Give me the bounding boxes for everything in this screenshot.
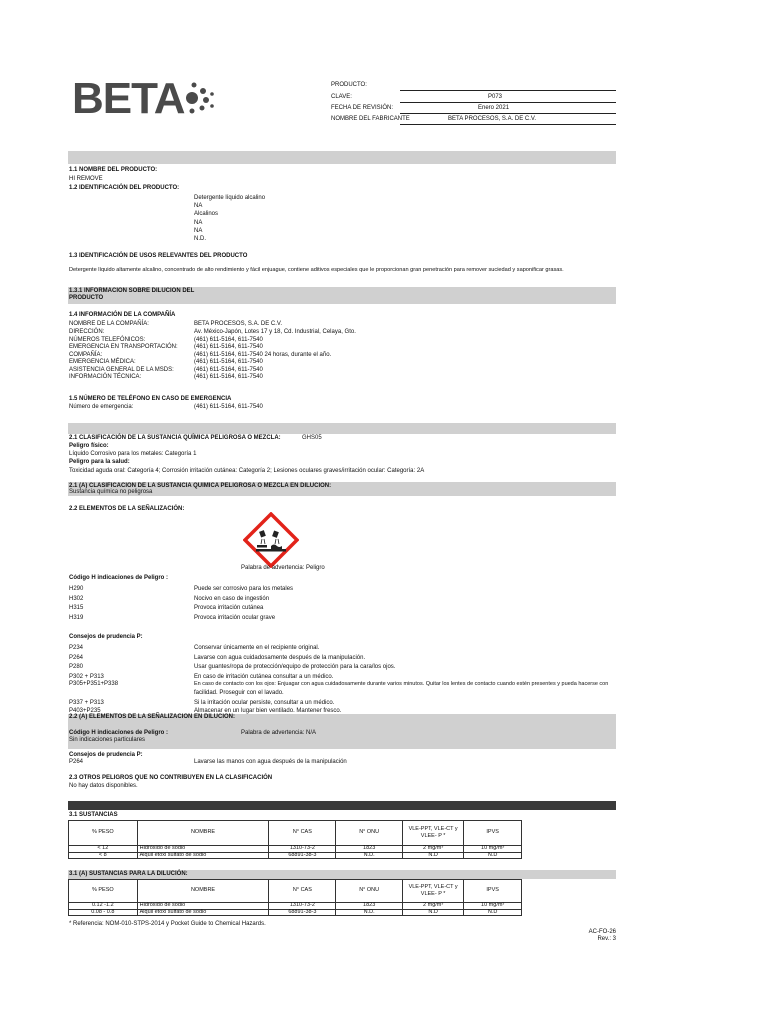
section-1-bar [68, 151, 616, 164]
h14: 1.4 INFORMACIÓN DE LA COMPAÑÍA [69, 312, 176, 318]
section-3-bar [68, 801, 616, 810]
p-text: Si la irritación ocular persiste, consultar a un médico. [194, 700, 335, 706]
company-label: EMERGENCIA MÉDICA: [69, 359, 136, 365]
col-header: N° ONU [336, 880, 403, 903]
company-value: (461) 611-5164, 611-7540 [194, 374, 263, 380]
logo-dots-icon [176, 80, 216, 116]
form-code: AC-FO-26 [588, 929, 616, 935]
ident-4: NA [194, 228, 203, 234]
p-code: P337 + P313 [69, 700, 104, 706]
h15: 1.5 NÚMERO DE TELÉFONO EN CASO DE EMERGENCIA [69, 396, 232, 402]
company-value: (461) 611-5164, 611-7540 24 horas, durante el año. [194, 351, 332, 358]
h12: 1.2 IDENTIFICACIÓN DEL PRODUCTO: [69, 185, 180, 191]
cell: 68891-38-3 [269, 909, 336, 916]
ident-1: NA [194, 203, 203, 209]
ident-2: Alcalinos [194, 211, 219, 217]
h-code: H319 [69, 614, 84, 621]
company-label: COMPAÑÍA: [69, 351, 103, 358]
h23: 2.3 OTROS PELIGROS QUE NO CONTRIBUYEN EN LA CLASIFICACIÓN [69, 775, 273, 781]
p264-code: P264 [69, 759, 84, 765]
col-header: N° CAS [269, 821, 336, 846]
h-text: Provoca irritación ocular grave [194, 614, 276, 621]
p-code: P403+P235 [69, 707, 101, 714]
revision: Rev.: 3 [597, 936, 616, 942]
h-text: Provoca irritación cutánea [194, 605, 264, 611]
cell: 1823 [336, 846, 403, 853]
label-clave: CLAVE: [331, 94, 352, 100]
h13: 1.3 IDENTIFICACIÓN DE USOS RELEVANTES DEL PRODUCTO [69, 253, 248, 259]
clave-value: P073 [488, 94, 503, 100]
company-logo: BETA [72, 74, 185, 123]
codigo-h: Código H indicaciones de Peligro : [69, 575, 169, 581]
fabricante-value: BETA PROCESOS, S.A. DE C.V. [448, 116, 537, 122]
sin-indicaciones: Sin indicaciones particulares [69, 737, 146, 743]
label-fabricante: NOMBRE DEL FABRICANTE [331, 116, 410, 122]
p-text: facilidad. Proseguir con el lavado. [194, 690, 284, 696]
company-value: (461) 611-5164, 611-7540 [194, 366, 263, 373]
col-header: % PESO [69, 821, 138, 846]
h31: 3.1 SUSTANCIAS [69, 812, 118, 818]
cell: Alquil etoxi sulfato de sodio [137, 852, 269, 859]
peligro-salud: Peligro para la salud: [69, 459, 130, 465]
cell: < 8 [69, 852, 138, 859]
h131b: PRODUCTO [69, 295, 104, 301]
company-value: BETA PROCESOS, S.A. DE C.V. [194, 321, 283, 327]
cell: 2 mg/m³ [402, 846, 463, 853]
p-code: P302 + P313 [69, 673, 104, 680]
p-text: En caso de irritación cutánea consultar a un médico. [194, 673, 334, 680]
h-text: Puede ser corrosivo para los metales [194, 586, 294, 592]
p-code: P305+P351+P338 [69, 681, 119, 687]
uses-text: Detergente líquido altamente alcalino, concentrado de alto rendimiento y fácil enjuague, contiene aditivos especiales que le proporcionan gran penetración para remover suciedad y saponificar grasas. [69, 267, 564, 273]
substances-table [68, 820, 522, 859]
company-value: (461) 611-5164, 611-7540 [194, 359, 263, 365]
cell: N.D [402, 909, 463, 916]
h-code: H315 [69, 605, 84, 611]
cell: 1823 [336, 903, 403, 910]
company-value: (461) 611-5164, 611-7540 [194, 344, 263, 350]
table-row [69, 909, 522, 916]
cell: 68891-38-3 [269, 852, 336, 859]
codigo-h2: Código H indicaciones de Peligro : [69, 730, 169, 736]
company-label: EMERGENCIA EN TRANSPORTACIÓN: [69, 344, 178, 350]
col-header: N° ONU [336, 821, 403, 846]
palabra2: Palabra de advertencia: N/A [241, 730, 317, 736]
cell: 10 mg/m³ [464, 846, 522, 853]
h22a: 2.2 (A) ELEMENTOS DE LA SEÑALIZACION EN DILUCION: [69, 714, 236, 720]
p-text: En caso de contacto con los ojos: Enjuagar con agua cuidadosamente durante varios minutos. Quitar los lentes de contacto cuando estén presentes y pueda hacerse con [194, 681, 609, 687]
cell: Hidróxido de sodio [137, 903, 269, 910]
col-header: VLE-PPT, VLE-CT y VLEE- P * [402, 880, 463, 903]
table-row [69, 852, 522, 859]
fisico-text: Líquido Corrosivo para los metales: Categoría 1 [69, 451, 197, 457]
h21: 2.1 CLASIFICACIÓN DE LA SUSTANCIA QUÍMICA PELIGROSA O MEZCLA: [69, 435, 281, 441]
cell: N.D. [336, 852, 403, 859]
col-header: NOMBRE [137, 880, 269, 903]
company-label: DIRECCIÓN: [69, 329, 105, 335]
p264-text: Lavarse las manos con agua después de la manipulación [194, 759, 347, 765]
col-header: NOMBRE [137, 821, 269, 846]
salud-text: Toxicidad aguda oral: Categoría 4; Corrosión irritación cutánea: Categoría 2; Lesiones oculares graves/irritación ocular: Categoría: 2A [69, 468, 425, 474]
h23-text: No hay datos disponibles. [69, 783, 138, 789]
p-text: Almacenar en un lugar bien ventilado. Mantener fresco. [194, 707, 342, 714]
h21a-text: Sustancia química no peligrosa [69, 489, 153, 495]
h11: 1.1 NOMBRE DEL PRODUCTO: [69, 167, 158, 173]
cell: Hidróxido de sodio [137, 846, 269, 853]
corrosive-pictogram-icon [243, 512, 299, 568]
cell: 10 mg/m³ [464, 903, 522, 910]
cell: N.D. [336, 909, 403, 916]
ghs-code: GHS05 [302, 435, 322, 441]
h131a: 1.3.1 INFORMACION SOBRE DILUCION DEL [69, 288, 195, 294]
fecha-value: Enero 2021 [478, 105, 510, 111]
cell: N.D [402, 852, 463, 859]
h-code: H290 [69, 586, 84, 592]
palabra-advertencia: Palabra de advertencia: Peligro [241, 565, 325, 571]
company-value: Av. México-Japón, Lotes 17 y 18, Cd. Industrial, Celaya, Gto. [194, 329, 356, 335]
p-code: P264 [69, 654, 84, 661]
table-header-row [69, 880, 522, 903]
label-fecha: FECHA DE REVISIÓN: [331, 105, 394, 111]
p-code: P234 [69, 645, 84, 651]
company-label: NÚMEROS TELEFÓNICOS: [69, 336, 146, 343]
col-header: VLE-PPT, VLE-CT y VLEE- P * [402, 821, 463, 846]
h22: 2.2 ELEMENTOS DE LA SEÑALIZACIÓN: [69, 506, 185, 512]
col-header: % PESO [69, 880, 138, 903]
dilution-substances-table [68, 879, 522, 916]
company-label: ASISTENCIA GENERAL DE LA MSDS: [69, 366, 174, 373]
section-2-bar [68, 423, 616, 434]
consejos2: Consejos de prudencia P: [69, 752, 143, 758]
peligro-fisico: Peligro físico: [69, 443, 109, 449]
p-text: Conservar únicamente en el recipiente original. [194, 645, 320, 651]
cell: 1310-73-2 [269, 903, 336, 910]
cell: N.D [464, 852, 522, 859]
cell: Alquil etoxi sulfato de sodio [137, 909, 269, 916]
ident-0: Detergente líquido alcalino [194, 195, 266, 201]
emerg-label: Número de emergencia: [69, 404, 134, 410]
emerg-value: (461) 611-5164, 611-7540 [194, 404, 263, 410]
col-header: N° CAS [269, 880, 336, 903]
col-header: IPVS [464, 821, 522, 846]
cell: 0.12 -1.2 [69, 903, 138, 910]
cell: 1310-73-2 [269, 846, 336, 853]
company-label: NOMBRE DE LA COMPAÑÍA: [69, 321, 149, 327]
company-label: INFORMACIÓN TÉCNICA: [69, 374, 142, 380]
product-name: HI REMOVE [69, 176, 103, 182]
h-code: H302 [69, 595, 84, 602]
cell: 2 mg/m³ [402, 903, 463, 910]
cell: N.D [464, 909, 522, 916]
h21a: 2.1 (A) CLASIFICACION DE LA SUSTANCIA QUIMICA PELIGROSA O MEZCLA EN DILUCION: [69, 483, 332, 489]
label-producto: PRODUCTO: [331, 82, 367, 88]
p-text: Usar guantes/ropa de protección/equipo de protección para la cara/los ojos. [194, 664, 396, 670]
table-header-row [69, 821, 522, 846]
reference-note: * Referencia: NOM-010-STPS-2014 y Pocket Guide to Chemical Hazards. [69, 921, 266, 927]
company-value: (461) 611-5164, 611-7540 [194, 336, 263, 343]
ident-5: N.D. [194, 236, 206, 242]
ident-3: NA [194, 220, 203, 226]
cell: 0.08 - 0.8 [69, 909, 138, 916]
consejos-p: Consejos de prudencia P: [69, 634, 143, 640]
col-header: IPVS [464, 880, 522, 903]
p-code: P280 [69, 664, 84, 670]
h-text: Nocivo en caso de ingestión [194, 595, 270, 602]
p-text: Lavarse con agua cuidadosamente después de la manipulación. [194, 654, 366, 661]
cell: < 12 [69, 846, 138, 853]
h31a: 3.1 (A) SUSTANCIAS PARA LA DILUCIÓN: [69, 871, 188, 877]
